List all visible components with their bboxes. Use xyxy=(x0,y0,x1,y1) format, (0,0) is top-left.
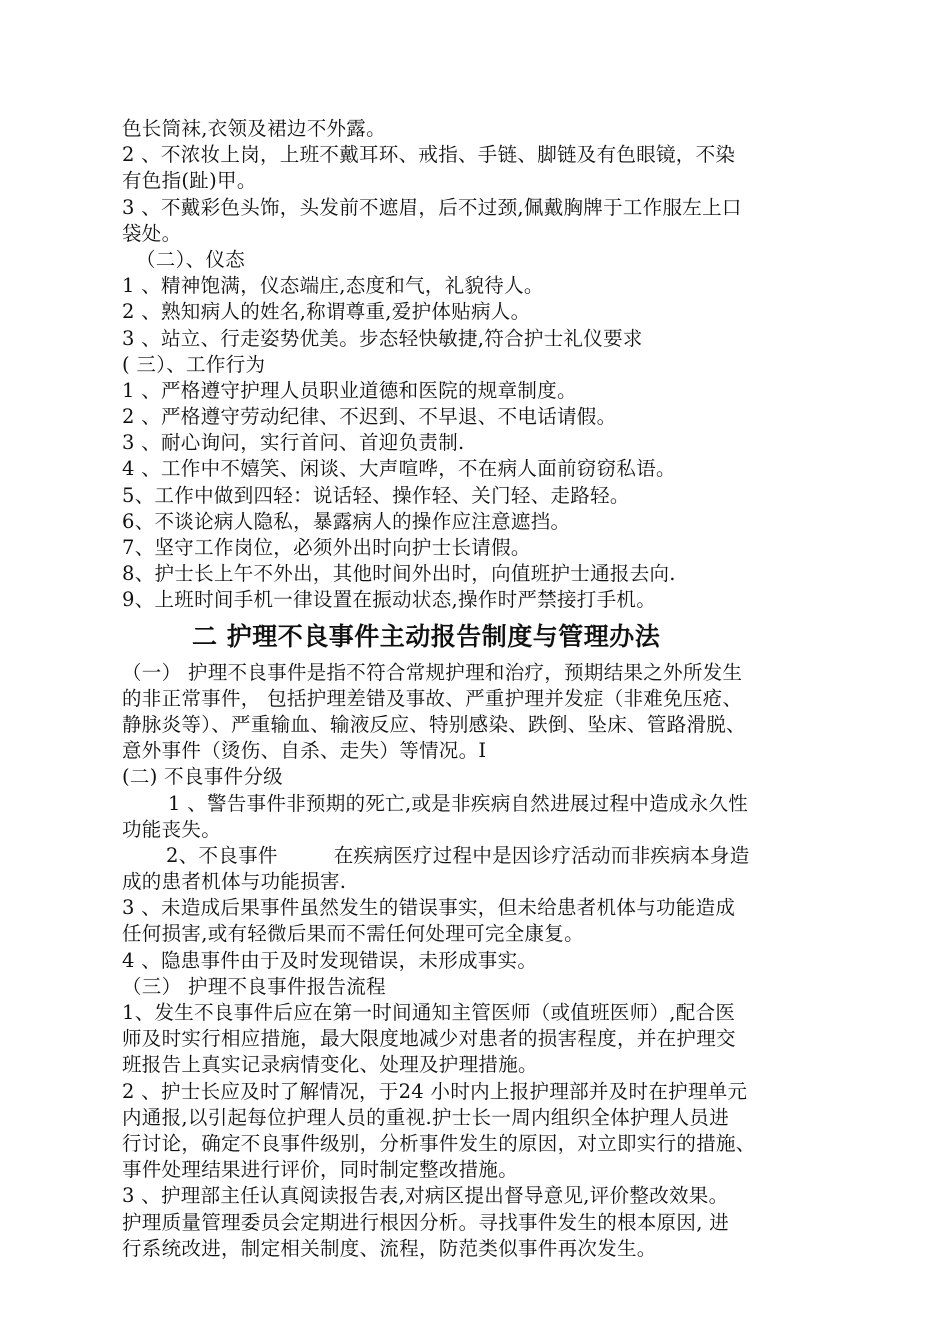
list-item: 1 、警告事件非预期的死亡,或是非疾病自然进展过程中造成永久性 xyxy=(168,791,749,815)
text-line: 有色指(趾)甲。 xyxy=(122,169,257,193)
section-title: （三） 护理不良事件报告流程 xyxy=(122,974,386,998)
list-item: 4 、隐患事件由于及时发现错误，未形成事实。 xyxy=(122,948,538,972)
list-item: 4 、工作中不嬉笑、闲谈、大声喧哗，不在病人面前窃窃私语。 xyxy=(122,457,676,481)
list-item: 1 、精神饱满，仪态端庄,态度和气，礼貌待人。 xyxy=(122,274,544,298)
document-page xyxy=(122,116,832,1262)
list-item-continuation: 班报告上真实记录病情变化、处理及护理措施。 xyxy=(122,1053,538,1077)
list-item-continuation: 内通报,以引起每位护理人员的重视.护士长一周内组织全体护理人员进 xyxy=(122,1105,729,1129)
text-line: 色长筒袜,衣领及裙边不外露。 xyxy=(122,117,386,140)
list-item: 3 、未造成后果事件虽然发生的错误事实，但未给患者机体与功能造成 xyxy=(122,896,736,920)
list-item: 7、坚守工作岗位，必须外出时向护士长请假。 xyxy=(122,536,531,559)
list-item-continuation: 功能丧失。 xyxy=(122,817,222,841)
list-item-continuation: 行讨论，确定不良事件级别，分析事件发生的原因，对立即实行的措施、 xyxy=(122,1131,756,1155)
paragraph-line: 静脉炎等）、严重输血、输液反应、特别感染、跌倒、坠床、管路滑脱、 xyxy=(122,712,746,736)
text-line: 3 、不戴彩色头饰，头发前不遮眉，后不过颈,佩戴胸牌于工作服左上口 xyxy=(122,195,742,219)
list-item: 8、护士长上午不外出，其他时间外出时，向值班护士通报去向. xyxy=(122,562,676,586)
list-item-text: 在疾病医疗过程中是因诊疗活动而非疾病本身造 xyxy=(333,843,750,867)
section-title: （二）、仪态 xyxy=(136,247,246,271)
section-title: (二) 不良事件分级 xyxy=(122,765,283,789)
list-item: 2 、严格遵守劳动纪律、不迟到、不早退、不电话请假。 xyxy=(122,405,617,429)
paragraph-line: 的非正常事件， 包括护理差错及事故、严重护理并发症（非难免压疮、 xyxy=(122,686,743,710)
list-item-continuation: 事件处理结果进行评价，同时制定整改措施。 xyxy=(122,1158,519,1182)
paragraph-line: 意外事件（烫伤、自杀、走失）等情况。I xyxy=(122,739,487,763)
list-item: 2 、熟知病人的姓名,称谓尊重,爱护体贴病人。 xyxy=(122,300,531,324)
list-item-continuation: 成的患者机体与功能损害. xyxy=(122,870,347,894)
text-line: 袋处。 xyxy=(122,221,182,245)
list-item: 6、不谈论病人隐私，暴露病人的操作应注意遮挡。 xyxy=(122,509,571,533)
list-item xyxy=(122,843,832,869)
list-item: 1 、严格遵守护理人员职业道德和医院的规章制度。 xyxy=(122,378,577,402)
list-item: 2 、护士长应及时了解情况，于24 小时内上报护理部并及时在护理单元 xyxy=(122,1079,748,1103)
list-item-continuation: 师及时实行相应措施，最大限度地减少对患者的损害程度，并在护理交 xyxy=(122,1027,736,1051)
paragraph-line: （一） 护理不良事件是指不符合常规护理和治疗，预期结果之外所发生 xyxy=(122,660,743,684)
section-title: ( 三）、工作行为 xyxy=(122,352,266,376)
list-item: 1、发生不良事件后应在第一时间通知主管医师（或值班医师）,配合医 xyxy=(122,1001,736,1024)
main-heading: 二 护理不良事件主动报告制度与管理办法 xyxy=(192,621,661,651)
list-item: 9、上班时间手机一律设置在振动状态,操作时严禁接打手机。 xyxy=(122,588,657,612)
text-line: 2 、不浓妆上岗，上班不戴耳环、戒指、手链、脚链及有色眼镜，不染 xyxy=(122,143,736,167)
list-item-continuation: 任何损害,或有轻微后果而不需任何处理可完全康复。 xyxy=(122,922,584,946)
list-item-label: 2、不良事件 xyxy=(166,843,278,867)
list-item: 3 、护理部主任认真阅读报告表,对病区提出督导意见,评价整改效果。 xyxy=(122,1184,729,1208)
list-item: 5、工作中做到四轻：说话轻、操作轻、关门轻、走路轻。 xyxy=(122,483,630,507)
list-item-continuation: 行系统改进，制定相关制度、流程，防范类似事件再次发生。 xyxy=(122,1236,657,1260)
list-item: 3 、耐心询问，实行首问、首迎负责制. xyxy=(122,431,465,455)
list-item-continuation: 护理质量管理委员会定期进行根因分析。寻找事件发生的根本原因, 进 xyxy=(122,1210,729,1234)
list-item: 3 、站立、行走姿势优美。步态轻快敏捷,符合护士礼仪要求 xyxy=(122,326,643,350)
